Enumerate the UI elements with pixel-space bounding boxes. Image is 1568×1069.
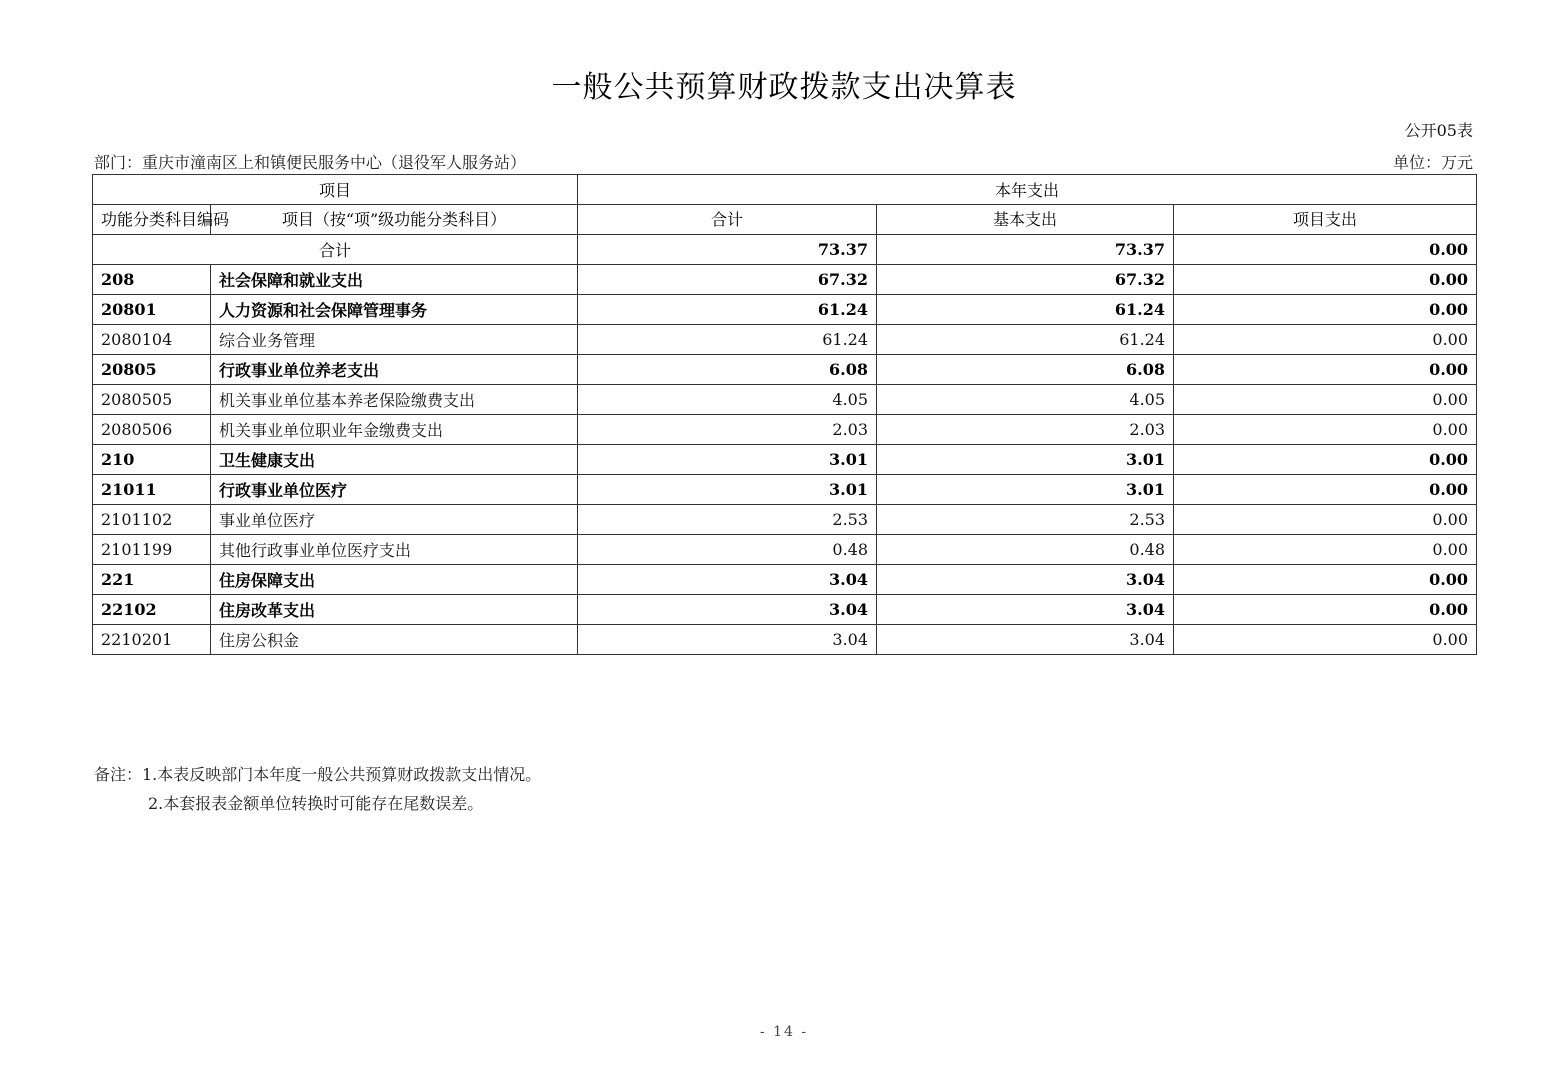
row-total: 6.08	[578, 355, 877, 385]
row-basic: 0.48	[877, 535, 1174, 565]
row-basic: 67.32	[877, 265, 1174, 295]
row-name: 事业单位医疗	[211, 505, 578, 535]
department-label: 部门：重庆市潼南区上和镇便民服务中心（退役军人服务站）	[94, 153, 527, 172]
total-project: 0.00	[1174, 235, 1477, 265]
row-total: 61.24	[578, 295, 877, 325]
row-code: 2210201	[93, 625, 211, 655]
row-name: 综合业务管理	[211, 325, 578, 355]
row-code: 21011	[93, 475, 211, 505]
header-name: 项目（按“项”级功能分类科目）	[211, 205, 578, 235]
row-project: 0.00	[1174, 265, 1477, 295]
header-basic: 基本支出	[877, 205, 1174, 235]
row-code: 2080506	[93, 415, 211, 445]
row-code: 2080505	[93, 385, 211, 415]
row-name: 其他行政事业单位医疗支出	[211, 535, 578, 565]
row-basic: 3.04	[877, 595, 1174, 625]
table-row	[93, 265, 1477, 295]
row-basic: 4.05	[877, 385, 1174, 415]
header-row-top	[93, 175, 1477, 205]
row-code: 22102	[93, 595, 211, 625]
total-basic: 73.37	[877, 235, 1174, 265]
table-row	[93, 295, 1477, 325]
row-basic: 61.24	[877, 325, 1174, 355]
row-code: 2101199	[93, 535, 211, 565]
table-row	[93, 595, 1477, 625]
row-basic: 6.08	[877, 355, 1174, 385]
row-project: 0.00	[1174, 505, 1477, 535]
row-name: 行政事业单位养老支出	[211, 355, 578, 385]
row-code: 2080104	[93, 325, 211, 355]
page-number: - 14 -	[759, 1024, 809, 1040]
table-number: 公开05表	[1404, 121, 1473, 140]
table-row	[93, 505, 1477, 535]
row-total: 3.04	[578, 625, 877, 655]
row-name: 机关事业单位职业年金缴费支出	[211, 415, 578, 445]
table-row	[93, 565, 1477, 595]
table-row	[93, 475, 1477, 505]
note-1: 备注：1.本表反映部门本年度一般公共预算财政拨款支出情况。	[94, 765, 542, 784]
row-basic: 3.01	[877, 445, 1174, 475]
row-project: 0.00	[1174, 295, 1477, 325]
note-2: 2.本套报表金额单位转换时可能存在尾数误差。	[148, 794, 484, 813]
row-project: 0.00	[1174, 385, 1477, 415]
row-code: 208	[93, 265, 211, 295]
row-total: 4.05	[578, 385, 877, 415]
row-project: 0.00	[1174, 595, 1477, 625]
row-code: 2101102	[93, 505, 211, 535]
row-project: 0.00	[1174, 445, 1477, 475]
row-basic: 2.53	[877, 505, 1174, 535]
row-code: 210	[93, 445, 211, 475]
header-current-year: 本年支出	[578, 175, 1477, 205]
row-total: 0.48	[578, 535, 877, 565]
table-row	[93, 385, 1477, 415]
row-total: 2.53	[578, 505, 877, 535]
table-row	[93, 325, 1477, 355]
row-name: 人力资源和社会保障管理事务	[211, 295, 578, 325]
row-total: 3.04	[578, 565, 877, 595]
row-name: 机关事业单位基本养老保险缴费支出	[211, 385, 578, 415]
header-row-columns	[93, 205, 1477, 235]
unit-label: 单位：万元	[1392, 153, 1473, 172]
row-basic: 3.01	[877, 475, 1174, 505]
row-total: 2.03	[578, 415, 877, 445]
row-project: 0.00	[1174, 565, 1477, 595]
table-row	[93, 445, 1477, 475]
row-name: 住房公积金	[211, 625, 578, 655]
row-name: 社会保障和就业支出	[211, 265, 578, 295]
row-total: 3.04	[578, 595, 877, 625]
row-code: 20801	[93, 295, 211, 325]
row-project: 0.00	[1174, 625, 1477, 655]
row-name: 住房保障支出	[211, 565, 578, 595]
notes	[94, 760, 541, 818]
row-basic: 3.04	[877, 565, 1174, 595]
row-basic: 2.03	[877, 415, 1174, 445]
row-project: 0.00	[1174, 325, 1477, 355]
row-project: 0.00	[1174, 355, 1477, 385]
expenditure-table	[92, 174, 1477, 655]
row-name: 住房改革支出	[211, 595, 578, 625]
page-title: 一般公共预算财政拨款支出决算表	[551, 70, 1017, 105]
row-project: 0.00	[1174, 475, 1477, 505]
header-total: 合计	[578, 205, 877, 235]
row-total: 3.01	[578, 445, 877, 475]
total-row	[93, 235, 1477, 265]
row-total: 61.24	[578, 325, 877, 355]
row-basic: 3.04	[877, 625, 1174, 655]
row-code: 20805	[93, 355, 211, 385]
total-label: 合计	[93, 235, 578, 265]
row-name: 卫生健康支出	[211, 445, 578, 475]
table-row	[93, 355, 1477, 385]
row-total: 67.32	[578, 265, 877, 295]
table-row	[93, 625, 1477, 655]
row-project: 0.00	[1174, 535, 1477, 565]
row-project: 0.00	[1174, 415, 1477, 445]
total-amount: 73.37	[578, 235, 877, 265]
table-row	[93, 415, 1477, 445]
header-project: 项目	[93, 175, 578, 205]
row-code: 221	[93, 565, 211, 595]
table-row	[93, 535, 1477, 565]
header-code: 功能分类科目编码	[93, 205, 211, 235]
row-name: 行政事业单位医疗	[211, 475, 578, 505]
header-project-expense: 项目支出	[1174, 205, 1477, 235]
row-basic: 61.24	[877, 295, 1174, 325]
row-total: 3.01	[578, 475, 877, 505]
